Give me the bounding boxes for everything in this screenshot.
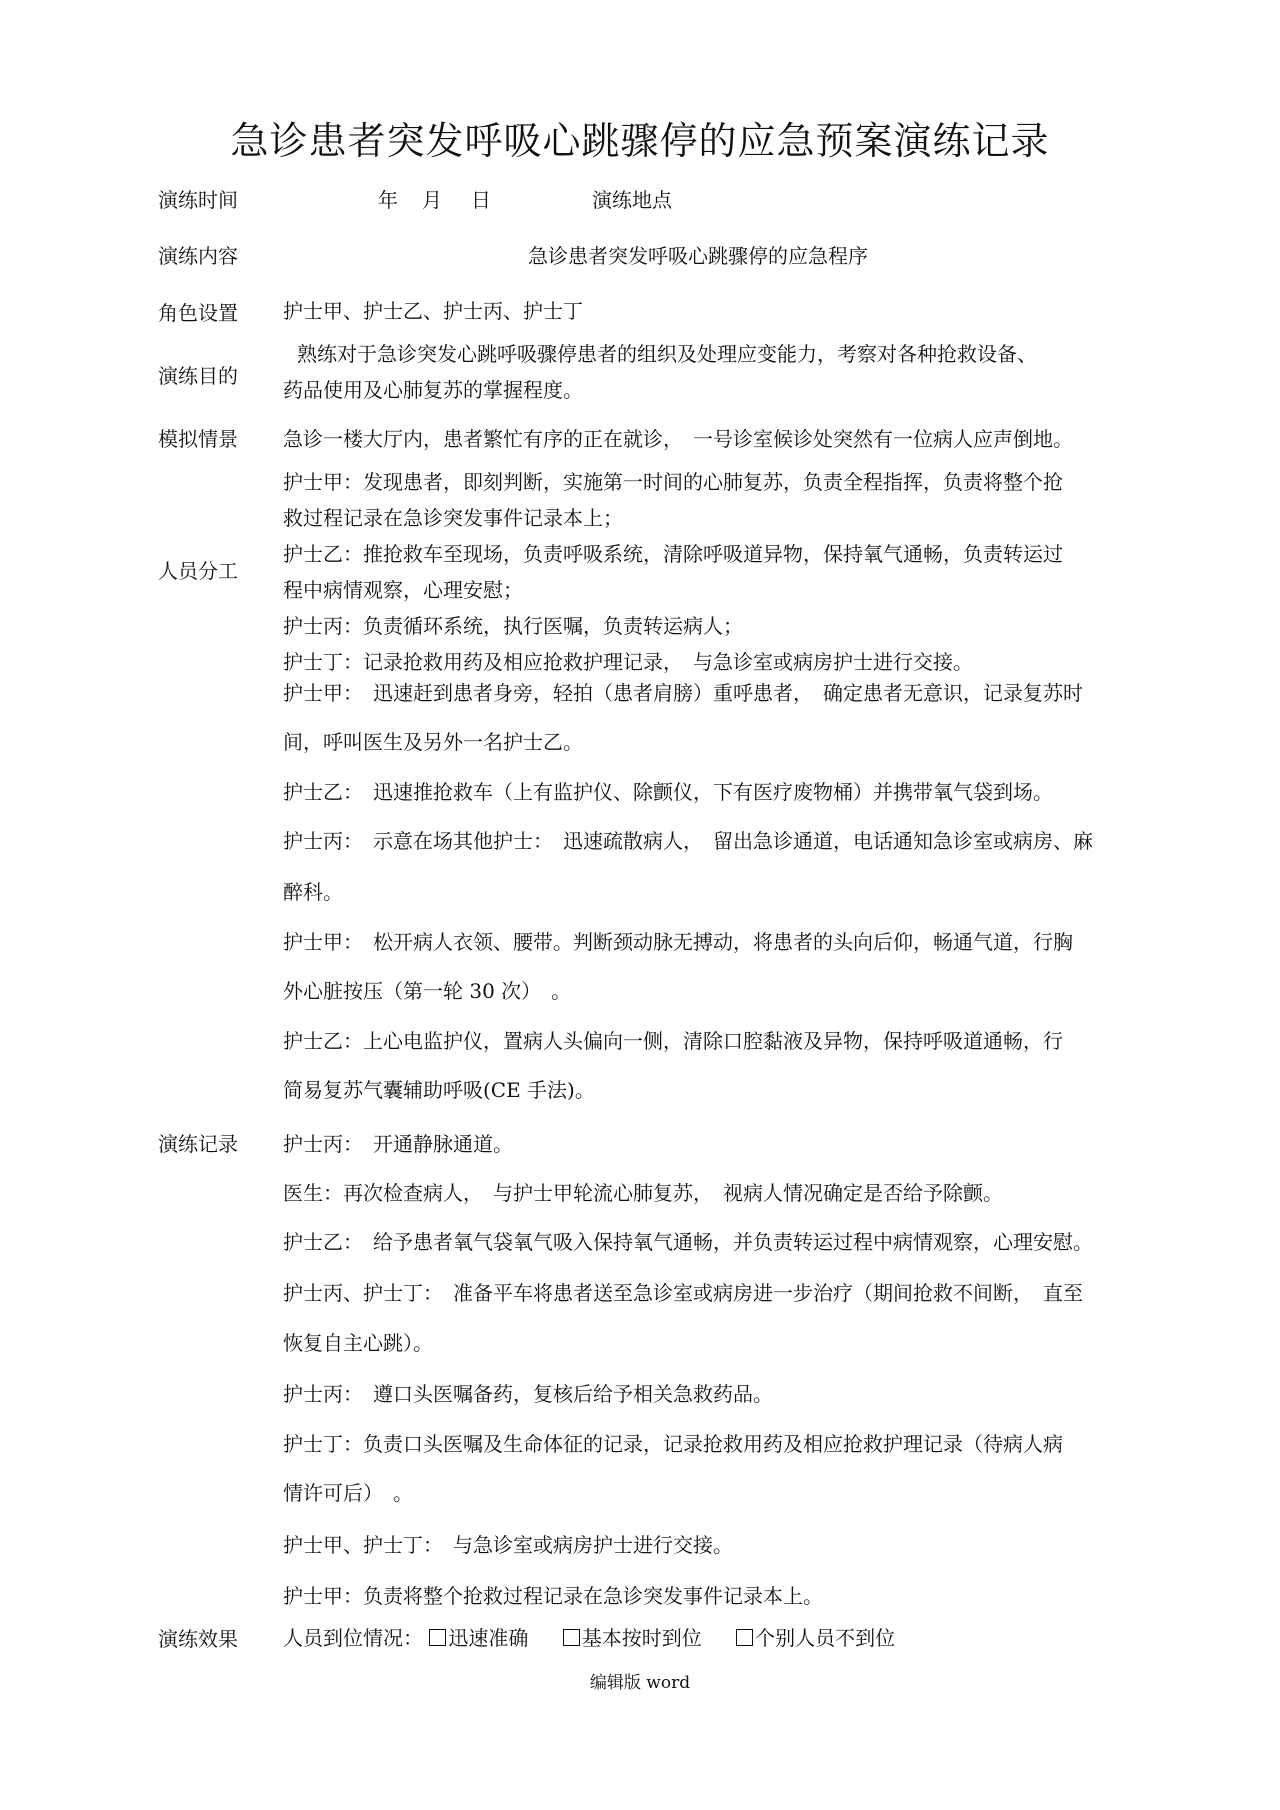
record-line: 护士甲：负责将整个抢救过程记录在急诊突发事件记录本上。	[283, 1584, 823, 1608]
record-line: 外心脏按压（第一轮 30 次） 。	[283, 979, 572, 1003]
purpose-line: 熟练对于急诊突发心跳呼吸骤停患者的组织及处理应变能力，考察对各种抢救设备、	[297, 342, 1037, 366]
scenario-label: 模拟情景	[158, 427, 238, 451]
record-line: 护士甲： 松开病人衣领、腰带。判断颈动脉无搏动，将患者的头向后仰，畅通气道，行胸	[283, 930, 1073, 954]
record-line: 护士乙：上心电监护仪，置病人头偏向一侧，清除口腔黏液及异物，保持呼吸道通畅，行	[283, 1029, 1063, 1053]
division-line: 护士乙：推抢救车至现场，负责呼吸系统，清除呼吸道异物，保持氧气通畅，负责转运过	[283, 542, 1063, 566]
record-line: 间，呼叫医生及另外一名护士乙。	[283, 730, 583, 754]
division-label: 人员分工	[158, 559, 238, 583]
day-label: 日	[471, 188, 491, 212]
record-line: 护士丁：负责口头医嘱及生命体征的记录，记录抢救用药及相应抢救护理记录（待病人病	[283, 1432, 1063, 1456]
division-line: 救过程记录在急诊突发事件记录本上；	[283, 506, 623, 530]
page-footer: 编辑版 word	[589, 1673, 691, 1693]
scenario-value: 急诊一楼大厅内，患者繁忙有序的正在就诊， 一号诊室候诊处突然有一位病人应声倒地。	[283, 427, 1073, 451]
content-label: 演练内容	[158, 244, 238, 268]
record-line: 情许可后） 。	[283, 1481, 413, 1505]
record-line: 护士丙： 示意在场其他护士： 迅速疏散病人， 留出急诊通道，电话通知急诊室或病房、麻	[283, 829, 1093, 853]
effect-row	[283, 1622, 1163, 1651]
record-line: 护士丙： 遵口头医嘱备药，复核后给予相关急救药品。	[283, 1382, 773, 1406]
effect-label: 演练效果	[158, 1627, 238, 1651]
record-line: 护士甲、护士丁： 与急诊室或病房护士进行交接。	[283, 1533, 733, 1557]
location-label: 演练地点	[592, 188, 672, 212]
purpose-label: 演练目的	[158, 364, 238, 388]
purpose-text	[283, 336, 1163, 408]
record-line: 醉科。	[283, 880, 343, 904]
roles-label: 角色设置	[158, 301, 238, 325]
option-label: 基本按时到位	[581, 1626, 702, 1650]
record-line: 护士丙、护士丁： 准备平车将患者送至急诊室或病房进一步治疗（期间抢救不间断， 直至	[283, 1281, 1083, 1305]
option-basically-on-time[interactable]	[563, 1622, 702, 1651]
roles-value: 护士甲、护士乙、护士丙、护士丁	[283, 299, 583, 323]
record-label: 演练记录	[158, 1132, 238, 1156]
checkbox-icon	[736, 1629, 753, 1646]
division-line: 程中病情观察，心理安慰；	[283, 578, 523, 602]
division-text	[283, 464, 1163, 680]
checkbox-icon	[429, 1629, 446, 1646]
content-value: 急诊患者突发呼吸心跳骤停的应急程序	[528, 244, 868, 268]
time-label: 演练时间	[158, 188, 238, 212]
record-line: 护士乙： 迅速推抢救车（上有监护仪、除颤仪，下有医疗废物桶）并携带氧气袋到场。	[283, 780, 1053, 804]
record-line: 护士乙： 给予患者氧气袋氧气吸入保持氧气通畅，并负责转运过程中病情观察，心理安慰。	[283, 1230, 1093, 1254]
option-label: 个别人员不到位	[755, 1626, 896, 1650]
document-title: 急诊患者突发呼吸心跳骤停的应急预案演练记录	[230, 119, 1050, 163]
option-label: 迅速准确	[448, 1626, 529, 1650]
effect-prompt: 人员到位情况：	[283, 1626, 423, 1650]
purpose-line: 药品使用及心肺复苏的掌握程度。	[283, 378, 583, 402]
division-line: 护士丙：负责循环系统，执行医嘱，负责转运病人；	[283, 614, 743, 638]
division-line: 护士甲：发现患者，即刻判断，实施第一时间的心肺复苏，负责全程指挥，负责将整个抢	[283, 470, 1063, 494]
record-line: 医生：再次检查病人， 与护士甲轮流心肺复苏， 视病人情况确定是否给予除颤。	[283, 1181, 1003, 1205]
year-label: 年	[378, 188, 398, 212]
record-line: 恢复自主心跳）。	[283, 1331, 433, 1355]
record-line: 简易复苏气囊辅助呼吸(CE 手法)。	[283, 1078, 595, 1102]
checkbox-icon	[563, 1629, 580, 1646]
division-line: 护士丁：记录抢救用药及相应抢救护理记录， 与急诊室或病房护士进行交接。	[283, 650, 973, 674]
option-fast-accurate[interactable]	[429, 1622, 528, 1651]
record-line: 护士丙： 开通静脉通道。	[283, 1132, 513, 1156]
month-label: 月	[422, 188, 442, 212]
option-some-absent[interactable]	[736, 1622, 895, 1651]
record-line: 护士甲： 迅速赶到患者身旁，轻拍（患者肩膀）重呼患者， 确定患者无意识，记录复苏时	[283, 681, 1083, 705]
